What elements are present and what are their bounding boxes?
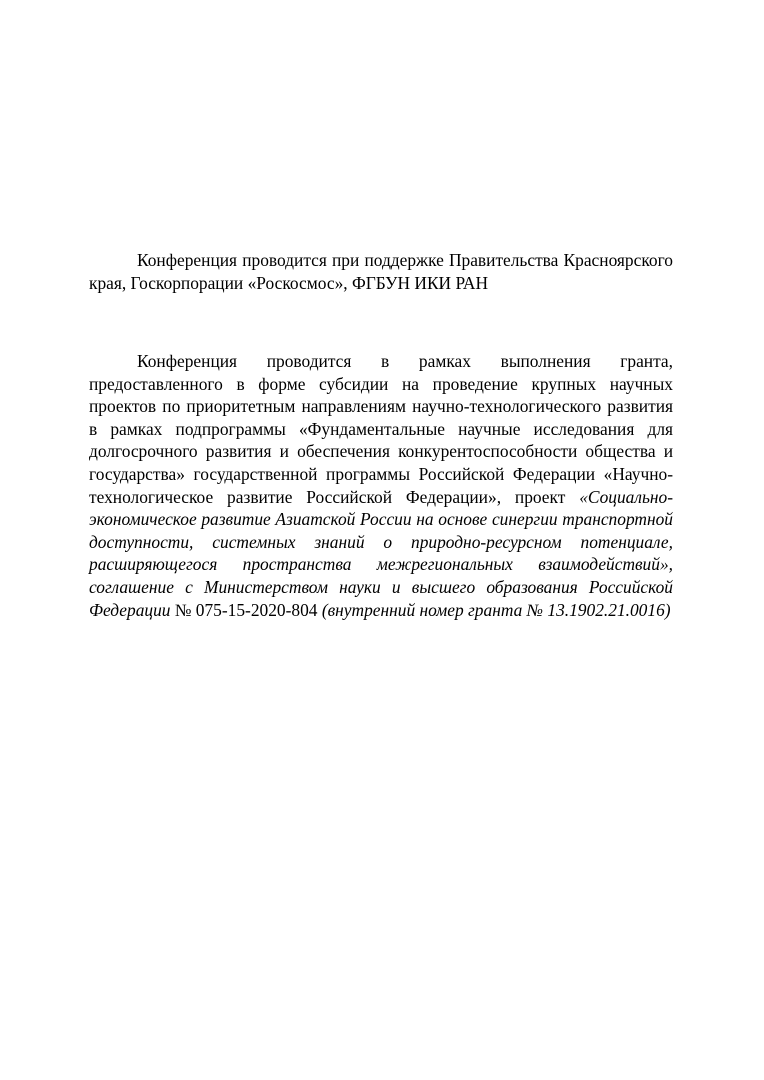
support-paragraph: Конференция проводится при поддержке Правительства Красноярского края, Госкорпорации «Роскосмос», ФГБУН ИКИ РАН xyxy=(89,250,673,293)
agreement-number: № 075-15-2020-804 xyxy=(170,599,322,620)
grant-paragraph xyxy=(89,350,673,621)
internal-grant-number: (внутренний номер гранта № 13.1902.21.0016) xyxy=(321,599,671,620)
project-title: «Социально-экономическое развитие Азиатской России на основе синергии транспортной доступности, системных знаний о природно-ресурсном потенциале, расширяющегося пространства межрегиональных взаимодействий», соглашение с Министерством науки и высшего образования Российской Федерации xyxy=(89,486,673,620)
grant-text: Конференция проводится в рамках выполнения гранта, предоставленного в форме субсидии на проведение крупных научных проектов по приоритетным направлениям научно-технологического развития в рамках подпрограммы «Фундаментальные научные исследования для долгосрочного развития и обеспечения конкурентоспособности общества и государства» государственной программы Российской Федерации «Научно-технологическое развитие Российской Федерации», проект xyxy=(89,351,673,507)
